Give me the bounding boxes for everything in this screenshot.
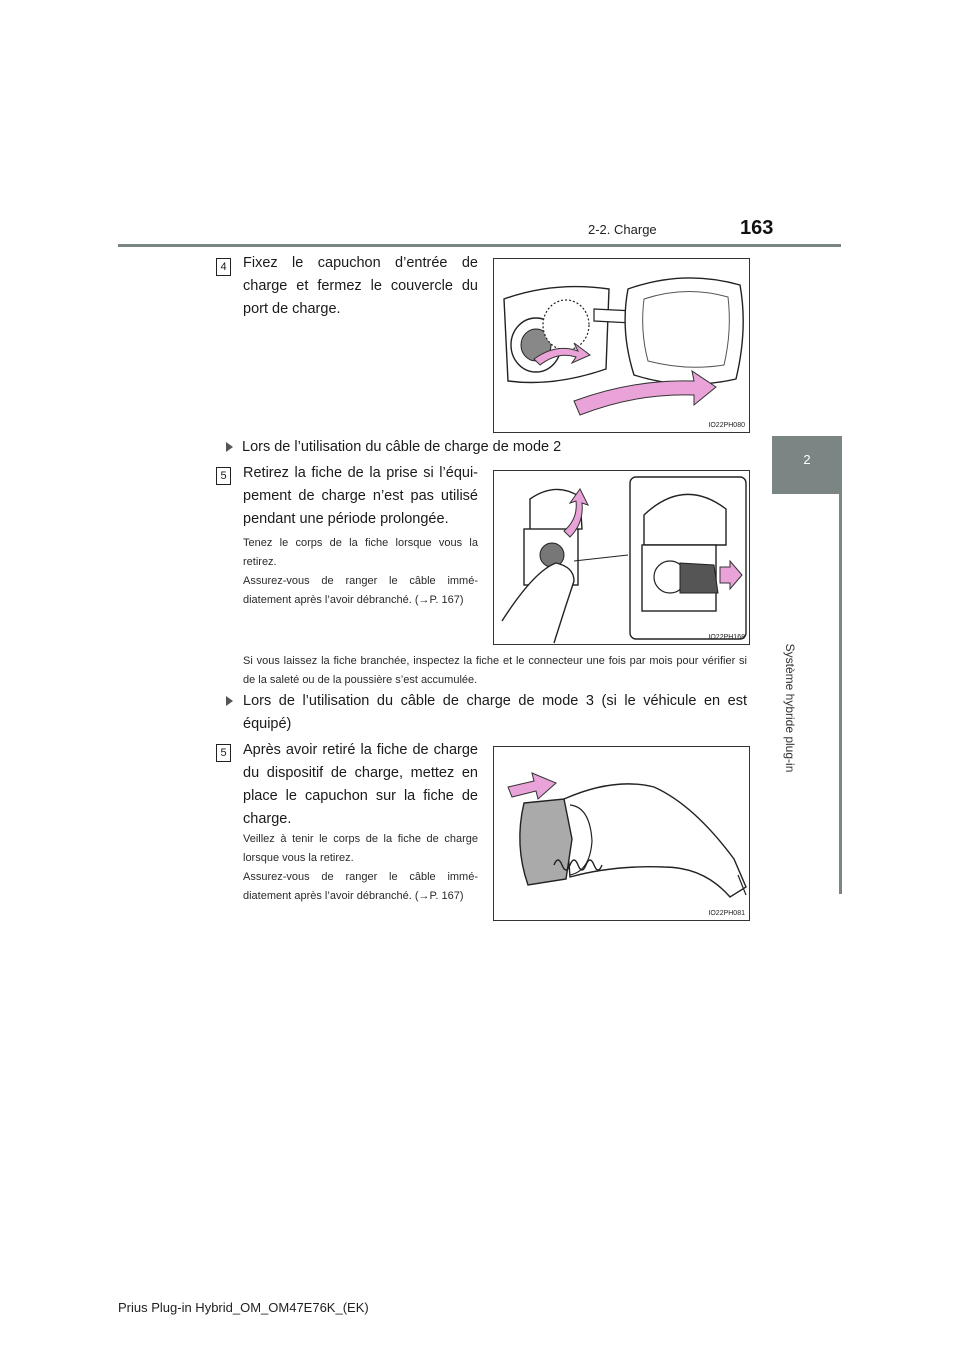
figure-id: IO22PH080 <box>708 422 745 429</box>
section-title: 2-2. Charge <box>588 222 657 237</box>
figure-plug-cap <box>493 746 750 921</box>
step-note: Assurez-vous de ranger le câble immé-diatement après l’avoir débranché. (→P. 167) <box>243 575 478 606</box>
unplug-illustration <box>494 471 749 644</box>
figure-id: IO22PH168 <box>708 634 745 641</box>
condition-mode-2: Lors de l’utilisation du câble de charge de mode 2 <box>226 436 561 459</box>
step-note: Tenez le corps de la fiche lorsque vous la retirez. <box>243 537 478 568</box>
chapter-number: 2 <box>803 452 811 467</box>
step-note: Assurez-vous de ranger le câble immé-diatement après l’avoir débranché. (→P. 167) <box>243 871 478 902</box>
figure-unplug-mode-2 <box>493 470 750 645</box>
step-number: 5 <box>216 744 231 762</box>
plug-cap-shape <box>520 799 572 885</box>
inspection-note: Si vous laissez la fiche branchée, inspectez la fiche et le connecteur une fois par mois pour vérifier si de la saleté ou de la poussière s’est accumulée. <box>243 655 747 686</box>
header-rule <box>118 244 841 247</box>
charge-port-illustration <box>494 259 749 432</box>
step-note: Veillez à tenir le corps de la fiche de charge lorsque vous la retirez. <box>243 833 478 864</box>
push-arrow <box>508 773 556 799</box>
figure-id: IO22PH081 <box>708 910 745 917</box>
step-number: 5 <box>216 467 231 485</box>
step-text: Fixez le capuchon d’entrée de charge et fermez le couvercle du port de charge. <box>243 255 478 317</box>
condition-mode-3: Lors de l’utilisation du câble de charge de mode 3 (si le véhicule en est équipé) <box>243 693 747 732</box>
chapter-title: Système hybride plug-in <box>783 643 797 773</box>
footer-document-id: Prius Plug-in Hybrid_OM_OM47E76K_(EK) <box>118 1300 369 1315</box>
step-text: Retirez la fiche de la prise si l’équi-pement de charge n’est pas utilisé pendant une période prolongée. <box>243 465 478 527</box>
figure-charge-port-cap <box>493 258 750 433</box>
plug-cap-illustration <box>494 747 749 920</box>
chapter-bar <box>839 494 842 894</box>
page-number: 163 <box>740 217 774 239</box>
step-number: 4 <box>216 258 231 276</box>
condition-mode-3-bullet <box>226 690 242 713</box>
bullet-triangle-icon <box>226 442 233 452</box>
bullet-triangle-icon <box>226 696 233 706</box>
step-text: Après avoir retiré la fiche de charge du dispositif de charge, mettez en place le capuchon sur la fiche de charge. <box>243 742 478 827</box>
